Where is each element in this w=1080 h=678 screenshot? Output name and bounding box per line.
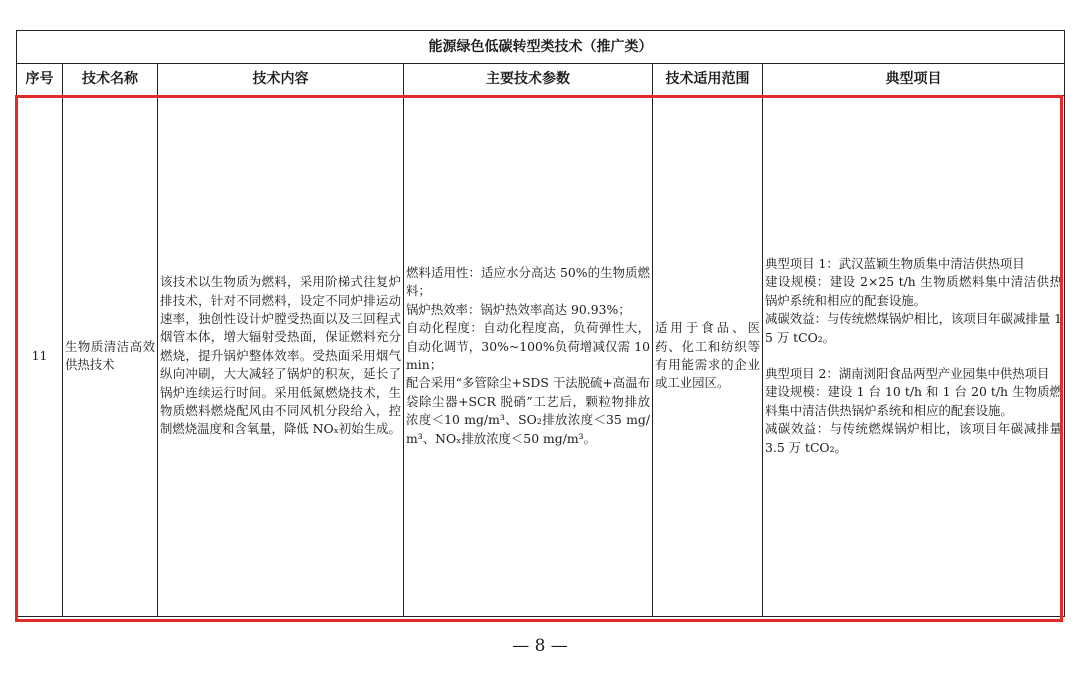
project-1-name: 典型项目 1：武汉蓝颖生物质集中清洁供热项目 bbox=[765, 255, 1025, 271]
param-emissions: 配合采用“多管除尘+SDS 干法脱硫+高温布袋除尘器+SCR 脱硝”工艺后，颗粒物排放浓度＜10 mg/m³、SO₂排放浓度＜35 mg/m³、NOₓ排放浓度＜50 mg/m³。 bbox=[406, 375, 650, 446]
project-1 bbox=[765, 255, 1062, 347]
project-1-scale: 建设规模：建设 2×25 t/h 生物质燃料集中清洁供热锅炉系统和相应的配套设施。 bbox=[765, 274, 1062, 308]
project-2-name: 典型项目 2：湖南浏阳食品两型产业园集中供热项目 bbox=[765, 366, 1050, 381]
table-title: 能源绿色低碳转型类技术（推广类） bbox=[17, 31, 1065, 64]
technology-table bbox=[16, 30, 1065, 617]
project-2-scale: 建设规模：建设 1 台 10 t/h 和 1 台 20 t/h 生物质燃料集中清洁供热锅炉系统和相应的配套设施。 bbox=[765, 384, 1062, 418]
cell-no: 11 bbox=[17, 96, 63, 617]
project-1-benefit: 减碳效益：与传统燃煤锅炉相比，该项目年碳减排量 15 万 tCO₂。 bbox=[765, 311, 1062, 345]
header-content: 技术内容 bbox=[158, 64, 404, 96]
project-2 bbox=[765, 365, 1062, 457]
cell-name: 生物质清洁高效供热技术 bbox=[63, 96, 158, 617]
cell-scope: 适用于食品、医药、化工和纺织等有用能需求的企业或工业园区。 bbox=[653, 96, 763, 617]
param-efficiency: 锅炉热效率：锅炉热效率高达 90.93%； bbox=[406, 301, 631, 317]
param-automation: 自动化程度：自动化程度高，负荷弹性大，自动化调节，30%~100%负荷增减仅需 10 min； bbox=[406, 320, 650, 372]
header-params: 主要技术参数 bbox=[404, 64, 653, 96]
cell-projects bbox=[763, 96, 1065, 617]
header-scope: 技术适用范围 bbox=[653, 64, 763, 96]
page-number: — 8 — bbox=[512, 636, 568, 656]
header-projects: 典型项目 bbox=[763, 64, 1065, 96]
cell-params bbox=[404, 96, 653, 617]
table-row bbox=[17, 96, 1065, 617]
cell-content: 该技术以生物质为燃料，采用阶梯式往复炉排技术，针对不同燃料，设定不同炉排运动速率，独创性设计炉膛受热面以及三回程式烟管本体，增大辐射受热面，保证燃料充分燃烧，提升锅炉整体效率。受热面采用烟气纵向冲刷，大大减轻了锅炉的积灰，延长了锅炉连续运行时间。采用低氮燃烧技术，生物质燃料燃烧配风由不同风机分段给入，控制燃烧温度和含氧量，降低 NOₓ初始生成。 bbox=[158, 96, 404, 617]
project-2-benefit: 减碳效益：与传统燃煤锅炉相比，该项目年碳减排量 3.5 万 tCO₂。 bbox=[765, 421, 1062, 455]
header-no: 序号 bbox=[17, 64, 63, 96]
param-fuel: 燃料适用性：适应水分高达 50%的生物质燃料； bbox=[406, 264, 650, 299]
header-name: 技术名称 bbox=[63, 64, 158, 96]
